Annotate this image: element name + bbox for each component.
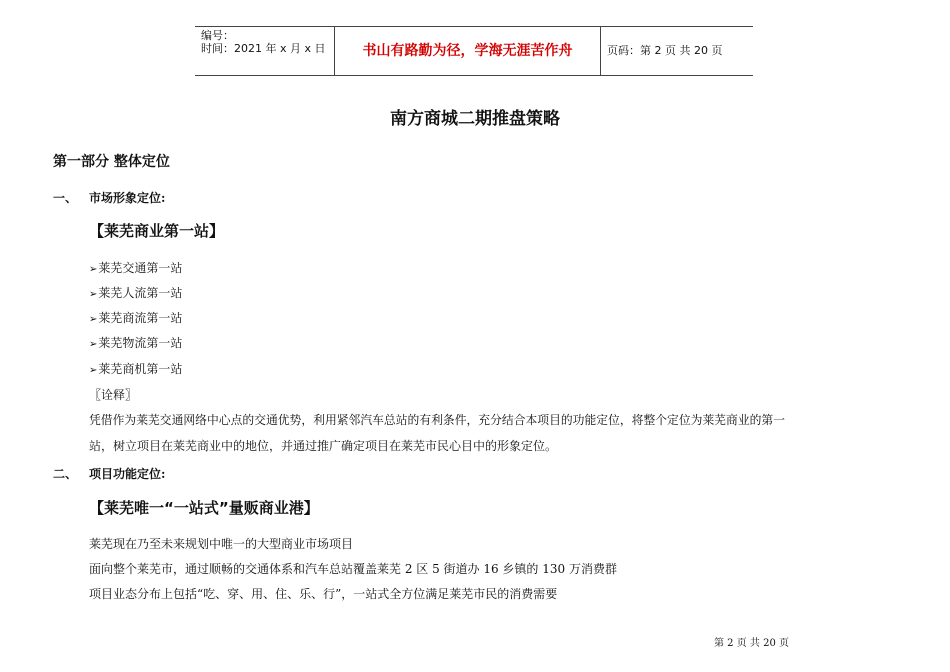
- note-text-line: 站，树立项目在莱芜商业中的地位，并通过推广确定项目在莱芜市民心目中的形象定位。: [89, 439, 558, 453]
- bullet-item: [89, 259, 182, 276]
- part-heading: 第一部分 整体定位: [53, 154, 170, 170]
- bullet-item-label: 莱芜商机第一站: [98, 362, 183, 376]
- number-label: 编号：: [201, 29, 234, 42]
- page-footer: 第 2 页 共 20 页: [714, 638, 789, 649]
- body-line: 项目业态分布上包括“吃、穿、用、住、乐、行”，一站式全方位满足莱芜市民的消费需要: [89, 587, 558, 601]
- note-text-line: 凭借作为莱芜交通网络中心点的交通优势，利用紧邻汽车总站的有利条件，充分结合本项目的功能定位，将整个定位为莱芜商业的第一: [89, 413, 786, 427]
- arrow-bullet-icon: ➢: [89, 264, 98, 275]
- section2-headline: 【莱芜唯一“一站式”量贩商业港】: [89, 499, 319, 517]
- body-line: 莱芜现在乃至未来规划中唯一的大型商业市场项目: [89, 537, 354, 551]
- bullet-item-label: 莱芜商流第一站: [98, 311, 183, 325]
- page-header: [195, 26, 753, 76]
- section1-number: 一、: [53, 191, 78, 205]
- section2-heading: 项目功能定位:: [89, 467, 166, 481]
- body-line: 面向整个莱芜市，通过顺畅的交通体系和汽车总站覆盖莱芜 2 区 5 街道办 16 乡镇的 130 万消费群: [89, 562, 617, 576]
- arrow-bullet-icon: ➢: [89, 314, 98, 325]
- arrow-bullet-icon: ➢: [89, 339, 98, 350]
- header-motto: 书山有路勤为径，学海无涯苦作舟: [335, 27, 601, 75]
- date-label: 时间：2021 年 x 月 x 日: [201, 42, 326, 55]
- header-meta-cell: [195, 27, 335, 75]
- section2-number: 二、: [53, 467, 78, 481]
- bullet-item: [89, 284, 182, 301]
- bullet-item-label: 莱芜交通第一站: [98, 261, 183, 275]
- section1-heading: 市场形象定位:: [89, 191, 166, 205]
- bullet-item: [89, 309, 182, 326]
- header-page-info: 页码：第 2 页 共 20 页: [607, 44, 723, 57]
- bullet-item-label: 莱芜人流第一站: [98, 286, 183, 300]
- bullet-item: [89, 334, 182, 351]
- document-title: 南方商城二期推盘策略: [390, 109, 560, 129]
- bullet-item: [89, 360, 182, 377]
- bullet-item-label: 莱芜物流第一站: [98, 336, 183, 350]
- section1-headline: 【莱芜商业第一站】: [89, 222, 225, 240]
- arrow-bullet-icon: ➢: [89, 365, 98, 376]
- note-label: 〖诠释〗: [89, 388, 138, 402]
- arrow-bullet-icon: ➢: [89, 289, 98, 300]
